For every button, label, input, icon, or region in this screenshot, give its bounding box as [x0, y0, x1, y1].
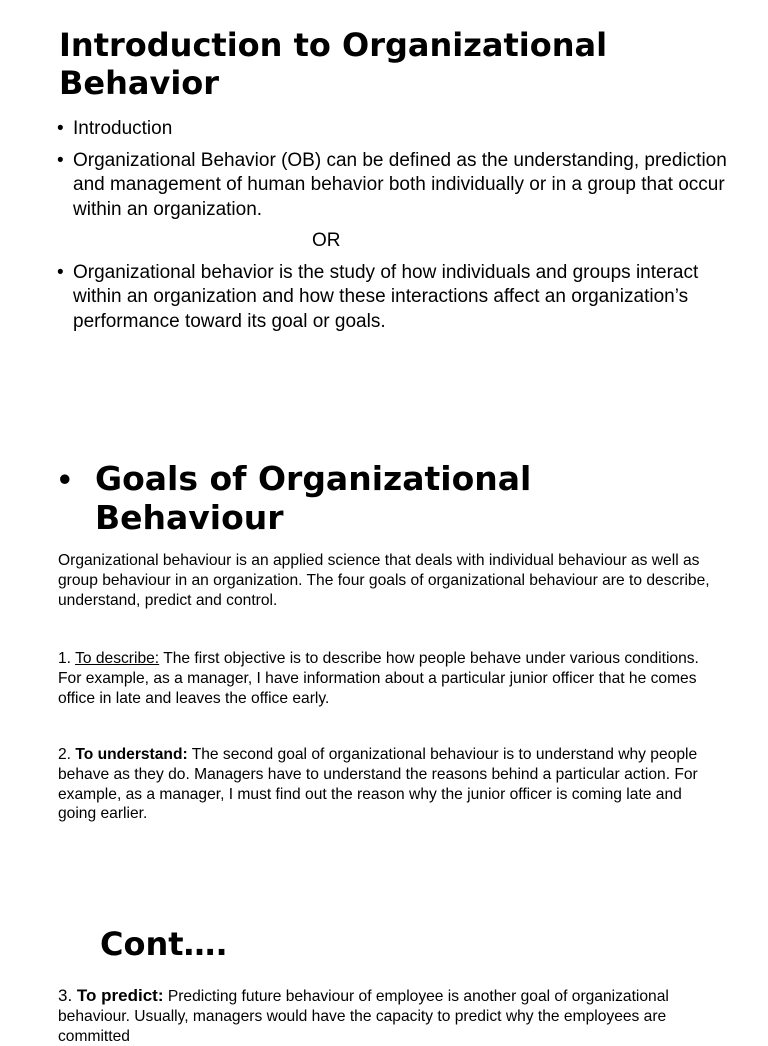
goals-intro-paragraph: Organizational behaviour is an applied science that deals with individual behaviour as well as group behaviour in an organization. The four goals of organizational behaviour are to describe, understand, predict and control. — [58, 552, 710, 609]
goal-predict-text: Predicting future behaviour of employee is another goal of organizational behaviour. Usually, managers would have the capacity to predict why the employees are committed — [58, 988, 669, 1045]
cont-heading: Cont…. — [100, 925, 228, 963]
bullet-introduction — [57, 117, 737, 142]
goal-describe-label: To describe: — [75, 650, 160, 667]
bullet-ob-definition-1 — [57, 149, 737, 223]
page-title-line2: Behavior — [59, 64, 220, 102]
bullet-text: Introduction — [73, 118, 173, 139]
goal-predict-label: To predict: — [76, 986, 164, 1005]
page-title-line1: Introduction to Organizational — [59, 26, 608, 64]
bullet-text: Organizational behavior is the study of how individuals and groups interact within an organization and how these interactions affect an organization’s performance toward its goal or goals. — [73, 261, 699, 332]
bullet-icon: • — [57, 261, 64, 283]
bullet-ob-definition-2 — [57, 261, 737, 335]
goal-understand-label: To understand: — [75, 746, 188, 763]
bullet-text: Organizational Behavior (OB) can be defined as the understanding, prediction and management of human behavior both individually or in a group that occur within an organization. — [73, 149, 727, 220]
bullet-icon: • — [57, 149, 64, 171]
goal-understand-number: 2. — [58, 746, 76, 763]
goal-describe-text: The first objective is to describe how people behave under various conditions. For example, as a manager, I have information about a particular junior officer that he comes office in late and leaves the office early. — [58, 650, 699, 707]
goal-predict-paragraph — [58, 986, 718, 1046]
goal-understand-paragraph — [58, 745, 718, 824]
goal-describe-number: 1. — [58, 650, 76, 667]
bullet-icon: • — [57, 118, 64, 139]
goals-heading-line1: Goals of Organizational — [95, 459, 532, 498]
goals-bullet-icon: • — [59, 460, 71, 497]
goal-predict-number: 3. — [58, 986, 77, 1005]
goals-heading-line2: Behaviour — [95, 498, 284, 537]
goal-describe-paragraph — [58, 649, 718, 708]
or-separator: OR — [312, 230, 341, 251]
page-title — [59, 26, 759, 102]
goals-heading — [59, 459, 739, 537]
goal-understand-text: The second goal of organizational behaviour is to understand why people behave as they do. Managers have to understand the reasons behind a particular action. For example, as a manager, I must find out the reason why the junior officer is coming late and going earlier. — [58, 746, 698, 823]
intro-bullet-list — [57, 117, 737, 341]
